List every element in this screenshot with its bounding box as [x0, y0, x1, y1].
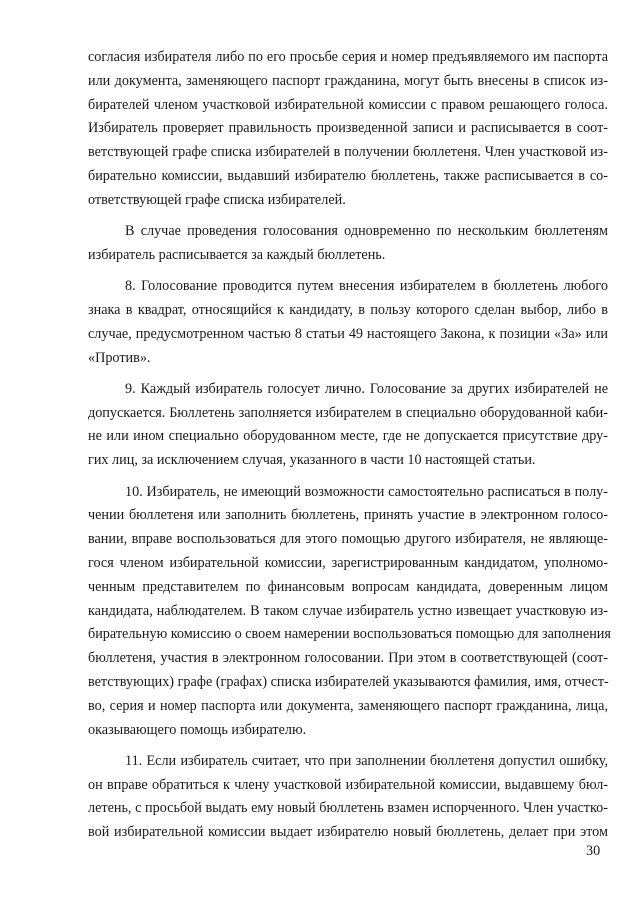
text-line: случае, предусмотренном частью 8 статьи 49 настоящего Закона, к позиции «За» или — [88, 325, 608, 342]
document-body — [88, 46, 611, 845]
text-line: оказывающего помощь избирателю. — [88, 721, 307, 738]
paragraph-gap — [88, 473, 608, 481]
text-line: бирательную комиссию о своем намерении воспользоваться помощью для заполнения — [88, 626, 611, 643]
text-line: 8. Голосование проводится путем внесения избирателем в бюллетень любого — [125, 278, 608, 295]
paragraph — [88, 481, 611, 743]
text-line: или документа, заменяющего паспорт гражданина, могут быть внесены в список из- — [88, 72, 608, 89]
text-line: бирателей членом участковой избирательной комиссии с правом решающего голоса. — [88, 96, 608, 113]
text-line: не или ином специально оборудованном месте, где не допускается присутствие дру- — [88, 428, 608, 445]
text-line: ответствующей графе списка избирателей. — [88, 191, 346, 208]
text-line: избиратель расписывается за каждый бюллетень. — [88, 246, 386, 263]
paragraph — [88, 750, 608, 845]
paragraph — [88, 46, 608, 213]
text-line: 11. Если избиратель считает, что при заполнении бюллетеня допустил ошибку, — [125, 752, 608, 769]
text-line: вой избирательной комиссии выдает избирателю новый бюллетень, делает при этом — [88, 824, 608, 841]
text-line: кандидата, наблюдателем. В таком случае избиратель устно извещает участковую из- — [88, 602, 608, 619]
text-line: чении бюллетеня или заполнить бюллетень, принять участие в электронном голосо- — [88, 507, 608, 524]
text-line: «Против». — [88, 349, 151, 366]
page-number: 30 — [586, 843, 601, 859]
paragraph-gap — [88, 268, 608, 276]
text-line: 10. Избиратель, не имеющий возможности самостоятельно расписаться в полу- — [125, 483, 608, 500]
paragraph — [88, 378, 608, 473]
text-line: гося членом избирательной комиссии, зарегистрированным кандидатом, уполномо- — [88, 554, 608, 571]
text-line: вании, вправе воспользоваться для этого помощью другого избирателя, не являюще- — [88, 531, 608, 548]
text-line: В случае проведения голосования одновременно по нескольким бюллетеням — [125, 223, 608, 240]
paragraph — [88, 220, 608, 268]
text-line: согласия избирателя либо по его просьбе серия и номер предъявляемого им паспорта — [88, 49, 608, 65]
paragraph-gap — [88, 742, 608, 750]
text-line: ветствующих) графе (графах) списка избирателей указываются фамилия, имя, отчест- — [88, 673, 609, 690]
text-line: ченным представителем по финансовым вопросам кандидата, доверенным лицом — [88, 578, 608, 595]
text-line: бирательно комиссии, выдавший избирателю бюллетень, также расписывается в со- — [88, 167, 608, 184]
text-line: он вправе обратиться к члену участковой избирательной комиссии, выдавшему бюл- — [88, 776, 608, 793]
text-line: ветствующей графе списка избирателей в получении бюллетеня. Член участковой из- — [88, 144, 608, 161]
text-line: 9. Каждый избиратель голосует лично. Голосование за других избирателей не — [125, 380, 608, 397]
text-line: Избиратель проверяет правильность произведенной записи и расписывается в соот- — [88, 120, 608, 137]
text-line: во, серия и номер паспорта или документа, заменяющего паспорт гражданина, лица, — [88, 697, 608, 714]
paragraph — [88, 275, 608, 370]
text-line: допускается. Бюллетень заполняется избирателем в специально оборудованной каби- — [88, 404, 608, 421]
text-line: бюллетеня, участия в электронном голосовании. При этом в соответствующей (соот- — [88, 650, 608, 667]
paragraph-gap — [88, 213, 608, 221]
text-line: знака в квадрат, относящийся к кандидату, в пользу которого сделан выбор, либо в — [88, 301, 608, 318]
text-line: гих лиц, за исключением случая, указанного в части 10 настоящей статьи. — [88, 452, 536, 469]
text-line: летень, с просьбой выдать ему новый бюллетень взамен испорченного. Член участко- — [88, 800, 608, 817]
paragraph-gap — [88, 370, 608, 378]
